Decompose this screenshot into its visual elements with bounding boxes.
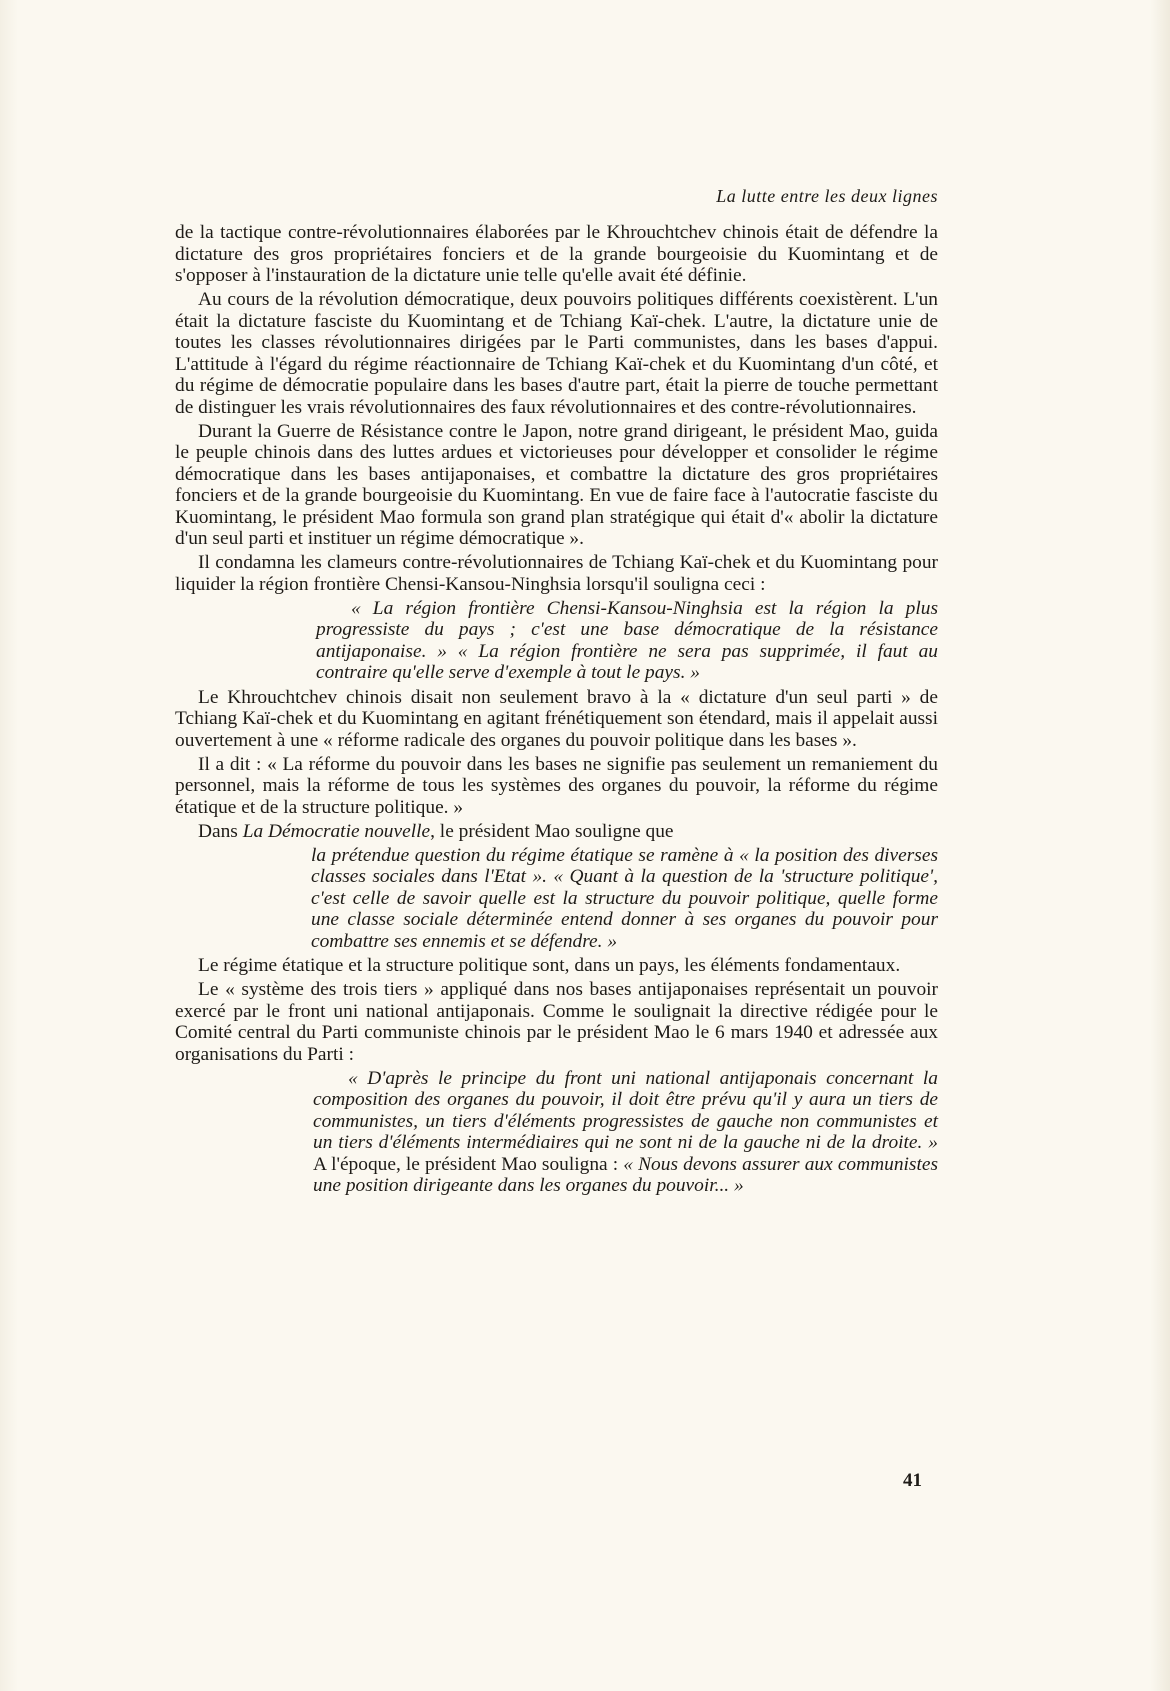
running-header: La lutte entre les deux lignes: [716, 186, 938, 206]
paragraph: de la tactique contre-révolutionnaires élaborées par le Khrouchtchev chinois était de défendre la dictature des gros propriétaires fonciers et de la grande bourgeoisie du Kuomintang et de s'opposer à l'instauration de la dictature unie telle qu'elle avait été définie.: [175, 222, 938, 286]
body-text: [175, 222, 938, 1200]
paragraph: Durant la Guerre de Résistance contre le Japon, notre grand dirigeant, le président Mao, guida le peuple chinois dans des luttes ardues et victorieuses pour développer et consolider le régime démocratique dans les bases antijaponaises, et combattre la dictature des gros propriétaires fonciers et de la grande bourgeoisie du Kuomintang. En vue de faire face à l'autocratie fasciste du Kuomintang, le président Mao formula son grand plan stratégique qui était d'« abolir la dictature d'un seul parti et instituer un régime démocratique ».: [175, 420, 938, 549]
quote-text: la prétendue question du régime étatique se ramène à « la position des diverses classes sociales dans l'Etat ». « Quant à la question de la 'structure politique', c'est celle de savoir quelle est la structure du pouvoir politique, quelle forme une classe sociale déterminée entend donner à ses organes du pouvoir pour combattre ses ennemis et se défendre. »: [311, 844, 938, 952]
block-quote: [311, 845, 938, 953]
block-quote: [316, 598, 938, 684]
paragraph: Il a dit : « La réforme du pouvoir dans les bases ne signifie pas seulement un remaniement du personnel, mais la réforme de tous les systèmes des organes du pouvoir, la réforme du régime étatique et de la structure politique. »: [175, 753, 938, 818]
paragraph: Le « système des trois tiers » appliqué dans nos bases antijaponaises représentait un pouvoir exercé par le front uni national antijaponais. Comme le soulignait la directive rédigée pour le Comité central du Parti communiste chinois par le président Mao le 6 mars 1940 et adressée aux organisations du Parti :: [175, 979, 938, 1065]
paragraph: Le Khrouchtchev chinois disait non seulement bravo à la « dictature d'un seul parti » de Tchiang Kaï-chek et du Kuomintang en agitant frénétiquement son étendard, mais il appelait aussi ouvertement à une « réforme radicale des organes du pouvoir politique dans les bases ».: [175, 686, 938, 751]
page-number: 41: [903, 1470, 922, 1491]
text-span: , le président Mao souligne que: [430, 820, 674, 842]
paragraph: Le régime étatique et la structure politique sont, dans un pays, les éléments fondamentaux.: [198, 955, 901, 976]
text-span: Dans: [198, 820, 243, 842]
paragraph: Il condamna les clameurs contre-révolutionnaires de Tchiang Kaï-chek et du Kuomintang pour liquider la région frontière Chensi-Kansou-Ninghsia lorsqu'il souligna ceci :: [175, 552, 938, 595]
quote-span: « D'après le principe du front uni national antijaponais concernant la composition des organes du pouvoir, il doit être prévu qu'il y aura un tiers de communistes, un tiers d'éléments progressistes de gauche non communistes et un tiers d'éléments intermédiaires qui ne sont ni de la gauche ni de la droite. »: [313, 1067, 938, 1153]
quote-text: [313, 1068, 938, 1197]
paragraph: Au cours de la révolution démocratique, deux pouvoirs politiques différents coexistèrent. L'un était la dictature fasciste du Kuomintang et de Tchiang Kaï-chek. L'autre, la dictature unie de toutes les classes révolutionnaires dirigées par le Parti communistes, dans les bases d'appui. L'attitude à l'égard du régime réactionnaire de Tchiang Kaï-chek et du Kuomintang d'un côté, et du régime de démocratie populaire dans les bases d'autre part, était la pierre de touche permettant de distinguer les vrais révolutionnaires des faux révolutionnaires et des contre-révolutionnaires.: [175, 289, 938, 418]
book-title: La Démocratie nouvelle: [242, 820, 431, 842]
block-quote: [313, 1068, 938, 1197]
quote-text: « La région frontière Chensi-Kansou-Ninghsia est la région la plus progressiste du pays ; c'est une base démocratique de la résistance antijaponaise. » « La région frontière ne sera pas supprimée, il faut au contraire qu'elle serve d'exemple à tout le pays. »: [316, 597, 938, 683]
paragraph: [175, 821, 938, 843]
text-span: A l'époque, le président Mao souligna :: [313, 1153, 624, 1175]
quote-span: « Nous devons assurer aux communistes une position dirigeante dans les organes du pouvoir... »: [313, 1153, 938, 1196]
